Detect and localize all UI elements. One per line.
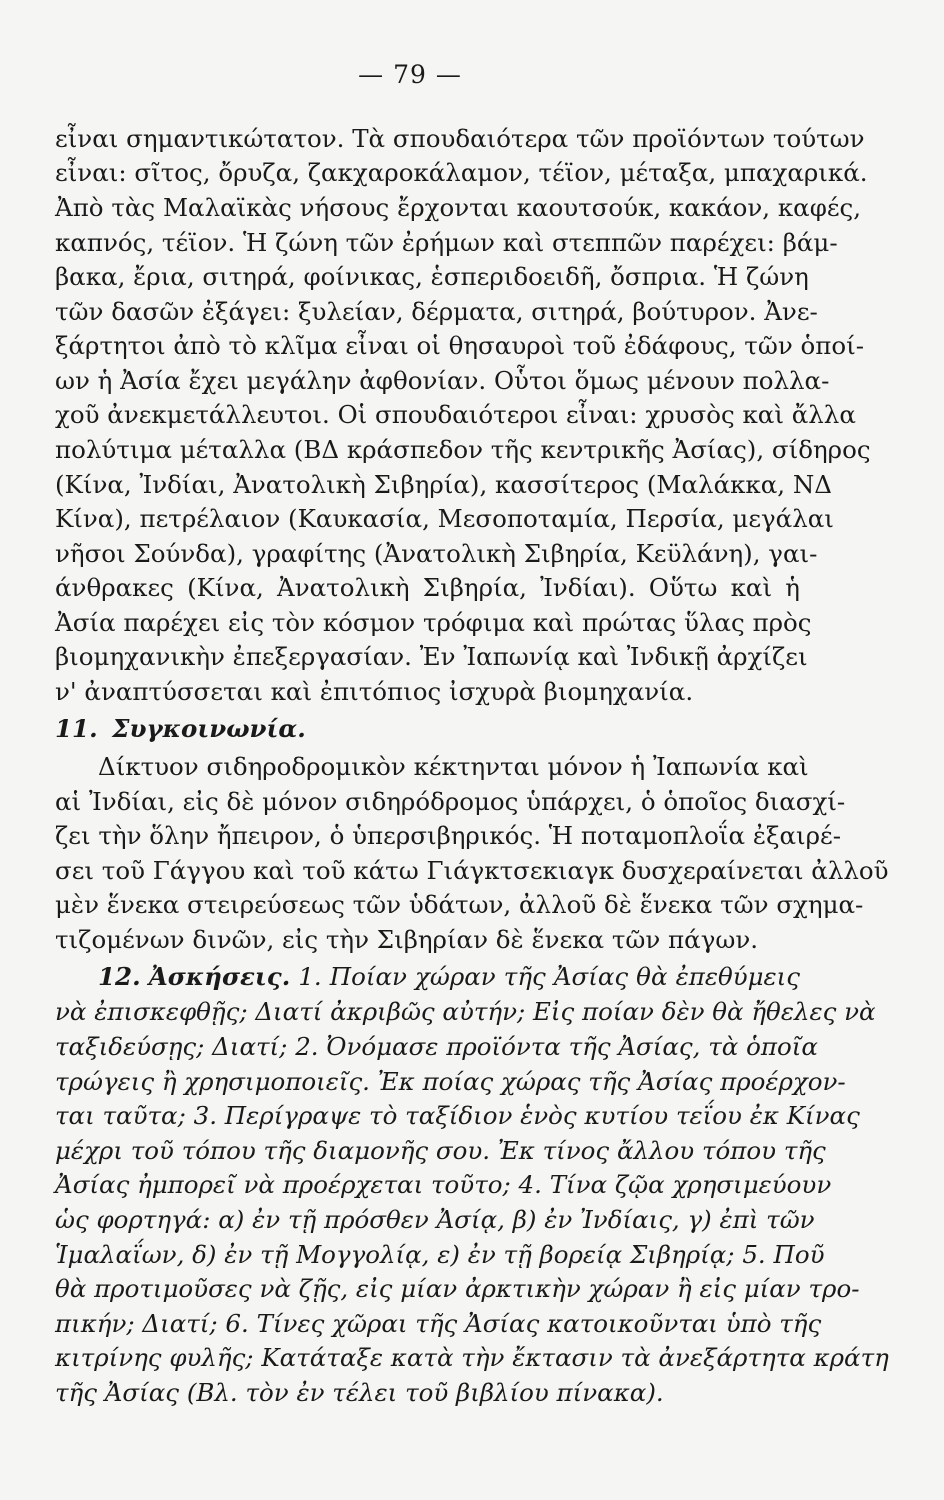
text-line: καπνός, τέϊον. Ἡ ζώνη τῶν ἐρήμων καὶ στεππῶν παρέχει: βάμ- xyxy=(55,228,838,257)
text-line: νὰ ἐπισκεφθῇς; Διατί ἀκριβῶς αὐτήν; Εἰς ποίαν δὲν θὰ ἤθελες νὰ xyxy=(55,997,876,1026)
text-line: βακα, ἔρια, σιτηρά, φοίνικας, ἑσπεριδοειδῆ, ὄσπρια. Ἡ ζώνη xyxy=(55,262,809,291)
text-line: Δίκτυον σιδηροδρομικὸν κέκτηνται μόνον ἡ Ἰαπωνία καὶ xyxy=(98,752,809,781)
page-number: — 79 — xyxy=(358,60,462,89)
text-line: Ἀσία παρέχει εἰς τὸν κόσμον τρόφιμα καὶ πρώτας ὕλας πρὸς xyxy=(55,608,812,637)
section-number: 11. xyxy=(55,714,98,743)
text-line: Ἀσίας ἠμπορεῖ νὰ προέρχεται τοῦτο; 4. Τίνα ζῷα χρησιμεύουν xyxy=(55,1170,832,1199)
text-line: αἱ Ἰνδίαι, εἰς δὲ μόνον σιδηρόδρομος ὑπάρχει, ὁ ὁποῖος διασχί- xyxy=(55,787,846,816)
text-line: ταξιδεύσῃς; Διατί; 2. Ὀνόμασε προϊόντα τῆς Ἀσίας, τὰ ὁποῖα xyxy=(55,1032,818,1061)
text-line: νῆσοι Σούνδα), γραφίτης (Ἀνατολικὴ Σιβηρία, Κεϋλάνη), γαι- xyxy=(55,539,818,568)
text-line: πικήν; Διατί; 6. Τίνες χῶραι τῆς Ἀσίας κατοικοῦνται ὑπὸ τῆς xyxy=(55,1309,822,1338)
section-title: Συγκοινωνία. xyxy=(112,714,306,743)
text-line: χοῦ ἀνεκμετάλλευτοι. Οἱ σπουδαιότεροι εἶναι: χρυσὸς καὶ ἄλλα xyxy=(55,400,856,429)
text-line: ξάρτητοι ἀπὸ τὸ κλῖμα εἶναι οἱ θησαυροὶ τοῦ ἐδάφους, τῶν ὁποί- xyxy=(55,331,864,360)
text-line: τρώγεις ἢ χρησιμοποιεῖς. Ἐκ ποίας χώρας τῆς Ἀσίας προέρχον- xyxy=(55,1067,846,1096)
text-line: βιομηχανικὴν ἐπεξεργασίαν. Ἐν Ἰαπωνίᾳ καὶ Ἰνδικῇ ἀρχίζει xyxy=(55,642,808,671)
text-line: Ἱμαλαΐων, δ) ἐν τῇ Μογγολίᾳ, ε) ἐν τῇ βορείᾳ Σιβηρίᾳ; 5. Ποῦ xyxy=(55,1240,825,1269)
text-line: ζει τὴν ὅλην ἤπειρον, ὁ ὑπερσιβηρικός. Ἡ ποταμοπλοΐα ἐξαιρέ- xyxy=(55,821,841,850)
section-title: Ἀσκήσεις. xyxy=(148,962,291,991)
text-line: εἶναι σημαντικώτατον. Τὰ σπουδαιότερα τῶν προϊόντων τούτων xyxy=(55,124,865,153)
section-11-heading xyxy=(55,714,306,743)
section-number: 12. xyxy=(98,962,141,991)
text-line: Κίνα), πετρέλαιον (Καυκασία, Μεσοποταμία, Περσία, μεγάλαι xyxy=(55,504,834,533)
text-line: άνθρακες (Κίνα, Ἀνατολικὴ Σιβηρία, Ἰνδίαι). Οὕτω καὶ ἡ xyxy=(55,573,800,602)
text-line: σει τοῦ Γάγγου καὶ τοῦ κάτω Γιάγκτσεκιαγκ δυσχεραίνεται ἀλλοῦ xyxy=(55,856,889,885)
text-line: ων ἡ Ἀσία ἔχει μεγάλην ἀφθονίαν. Οὗτοι ὅμως μένουν πολλα- xyxy=(55,366,830,395)
section-12-heading-line xyxy=(98,962,800,991)
exercise-text: 1. Ποίαν χώραν τῆς Ἀσίας θὰ ἐπεθύμεις xyxy=(298,962,801,991)
text-line: τῶν δασῶν ἐξάγει: ξυλείαν, δέρματα, σιτηρά, βούτυρον. Ἀνε- xyxy=(55,297,818,326)
text-line: πολύτιμα μέταλλα (ΒΔ κράσπεδον τῆς κεντρικῆς Ἀσίας), σίδηρος xyxy=(55,435,871,464)
text-line: κιτρίνης φυλῆς; Κατάταξε κατὰ τὴν ἔκτασιν τὰ ἀνεξάρτητα κράτη xyxy=(55,1343,889,1372)
text-line: τιζομένων δινῶν, εἰς τὴν Σιβηρίαν δὲ ἕνεκα τῶν πάγων. xyxy=(55,925,759,954)
text-line: θὰ προτιμοῦσες νὰ ζῇς, εἰς μίαν ἀρκτικὴν χώραν ἢ εἰς μίαν τρο- xyxy=(55,1274,860,1303)
text-line: ὡς φορτηγά: α) ἐν τῇ πρόσθεν Ἀσίᾳ, β) ἐν Ἰνδίαις, γ) ἐπὶ τῶν xyxy=(55,1205,815,1234)
text-line: μὲν ἕνεκα στειρεύσεως τῶν ὑδάτων, ἀλλοῦ δὲ ἕνεκα τῶν σχημα- xyxy=(55,890,864,919)
text-line: ν' ἀναπτύσσεται καὶ ἐπιτόπιος ἰσχυρὰ βιομηχανία. xyxy=(55,677,694,706)
text-line: Ἀπὸ τὰς Μαλαϊκὰς νήσους ἔρχονται καουτσούκ, κακάον, καφές, xyxy=(55,193,862,222)
text-line: ται ταῦτα; 3. Περίγραψε τὸ ταξίδιον ἑνὸς κυτίου τεΐου ἐκ Κίνας xyxy=(55,1101,860,1130)
text-line: (Κίνα, Ἰνδίαι, Ἀνατολικὴ Σιβηρία), κασσίτερος (Μαλάκκα, ΝΔ xyxy=(55,470,832,499)
text-line: μέχρι τοῦ τόπου τῆς διαμονῆς σου. Ἐκ τίνος ἄλλου τόπου τῆς xyxy=(55,1136,826,1165)
text-line: εἶναι: σῖτος, ὄρυζα, ζακχαροκάλαμον, τέϊον, μέταξα, μπαχαρικά. xyxy=(55,158,868,187)
text-line: τῆς Ἀσίας (Βλ. τὸν ἐν τέλει τοῦ βιβλίου πίνακα). xyxy=(55,1378,664,1407)
